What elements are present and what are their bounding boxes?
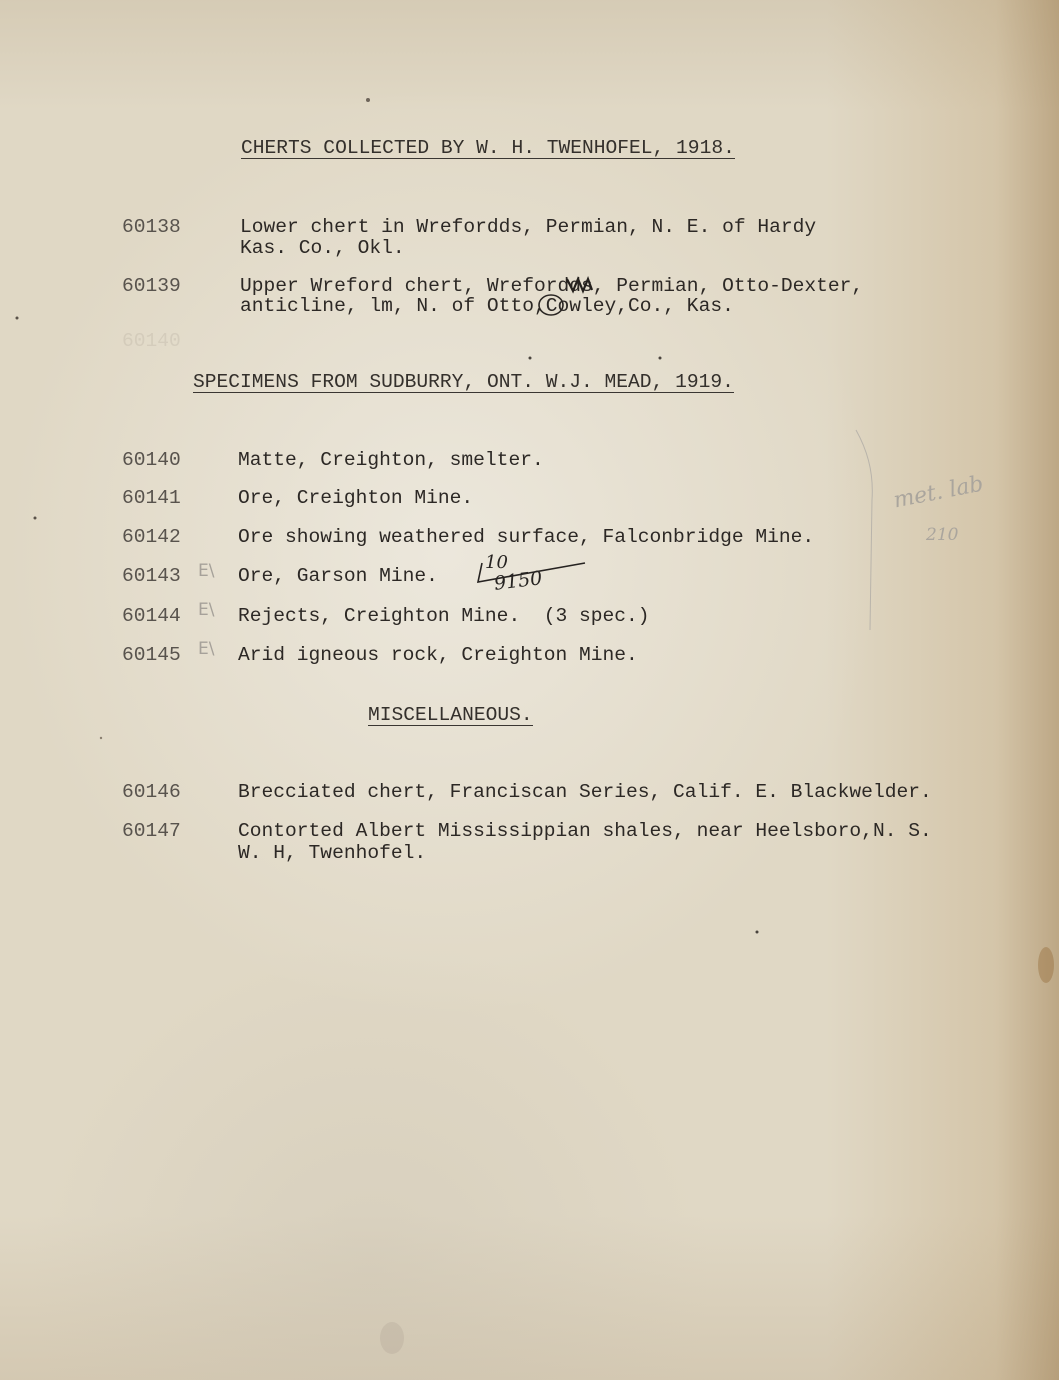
section-heading-cherts: CHERTS COLLECTED BY W. H. TWENHOFEL, 1918.: [241, 137, 735, 159]
catalog-number: 60145: [122, 644, 181, 666]
section-heading-sudbury: SPECIMENS FROM SUDBURRY, ONT. W.J. MEAD, 1919.: [193, 371, 734, 393]
entry-description: Contorted Albert Mississippian shales, near Heelsboro,N. S.: [238, 820, 932, 842]
paper-speck: [34, 517, 37, 520]
pencil-margin-number: 210: [926, 525, 959, 545]
entry-description: Lower chert in Wrefordds, Permian, N. E. of Hardy: [240, 216, 817, 238]
entry-description: Ore, Garson Mine.: [238, 565, 438, 587]
handwritten-fraction-top: 10: [485, 552, 508, 573]
catalog-number: 60140: [122, 449, 181, 471]
pencil-margin-line: [856, 430, 872, 630]
ghost-number: 60140: [122, 330, 181, 352]
section-heading-miscellaneous: MISCELLANEOUS.: [368, 704, 533, 726]
paper-stain: [380, 1322, 404, 1354]
paper-speck: [366, 98, 370, 102]
paper-speck: [529, 357, 532, 360]
paper-speck: [100, 737, 102, 739]
catalog-number: 60144: [122, 605, 181, 627]
catalog-number: 60141: [122, 487, 181, 509]
entry-description: Ore, Creighton Mine.: [238, 487, 474, 509]
catalog-number: 60139: [122, 275, 181, 297]
entry-description: Kas. Co., Okl.: [240, 237, 405, 259]
catalog-number: 60138: [122, 216, 181, 238]
paper-stain: [1038, 947, 1054, 983]
entry-description: anticline, lm, N. of Otto,Cowley,Co., Kas.: [240, 295, 734, 317]
entry-description: Matte, Creighton, smelter.: [238, 449, 544, 471]
entry-description: Upper Wreford chert, Wrefordds, Permian, Otto-Dexter,: [240, 275, 864, 297]
catalog-number: 60146: [122, 781, 181, 803]
handwritten-mark: E\: [198, 639, 215, 659]
paper-speck: [16, 317, 19, 320]
entry-description: W. H, Twenhofel.: [238, 842, 427, 864]
entry-description: Rejects, Creighton Mine. (3 spec.): [238, 605, 650, 627]
catalog-number: 60143: [122, 565, 181, 587]
paper-speck: [659, 357, 662, 360]
handwritten-mark: E\: [198, 600, 215, 620]
handwritten-fraction-bottom: 9150: [492, 567, 544, 595]
catalog-number: 60147: [122, 820, 181, 842]
pencil-margin-note: met. lab: [891, 471, 986, 514]
handwritten-mark: E\: [198, 561, 215, 581]
catalog-number: 60142: [122, 526, 181, 548]
entry-description: Brecciated chert, Franciscan Series, Calif. E. Blackwelder.: [238, 781, 932, 803]
entry-description: Ore showing weathered surface, Falconbridge Mine.: [238, 526, 815, 548]
paper-speck: [756, 931, 759, 934]
entry-description: Arid igneous rock, Creighton Mine.: [238, 644, 638, 666]
